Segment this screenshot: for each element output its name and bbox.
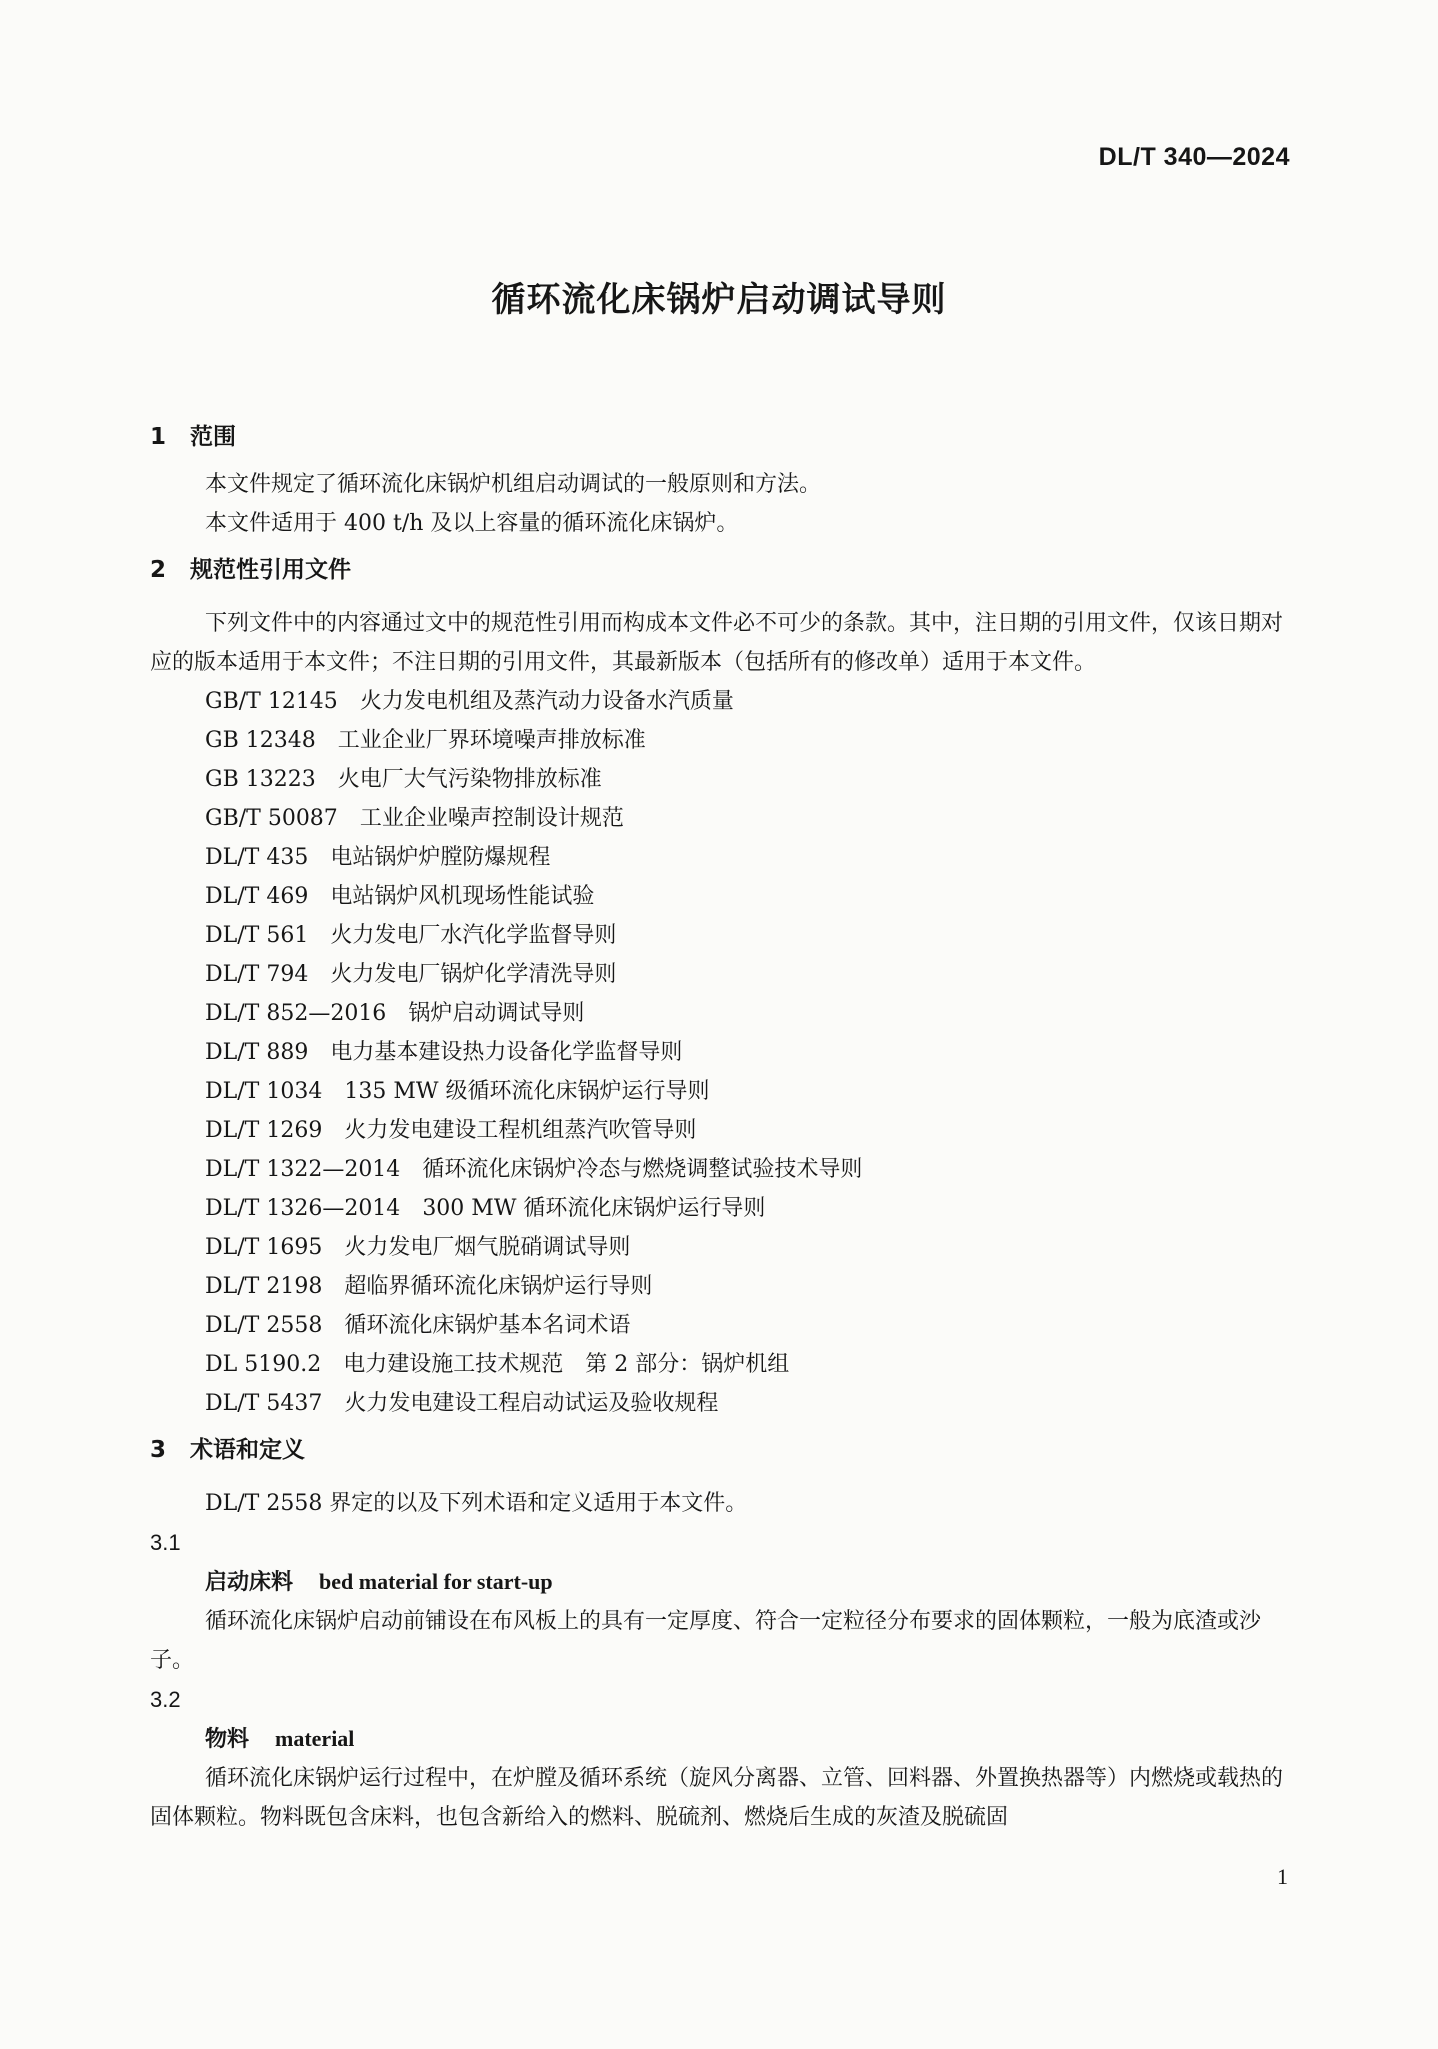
reference-list xyxy=(150,682,1300,1423)
document-body xyxy=(150,418,1300,1837)
reference-item: DL/T 5437 火力发电建设工程启动试运及验收规程 xyxy=(205,1391,719,1416)
term-definition: 循环流化床锅炉启动前铺设在布风板上的具有一定厚度、符合一定粒径分布要求的固体颗粒，一般为底渣或沙子。 xyxy=(150,1609,1262,1673)
reference-item: DL/T 2198 超临界循环流化床锅炉运行导则 xyxy=(205,1274,653,1299)
section-heading-terms: 3 术语和定义 xyxy=(150,1437,305,1463)
reference-item: DL/T 469 电站锅炉风机现场性能试验 xyxy=(205,884,595,909)
reference-item: DL/T 1269 火力发电建设工程机组蒸汽吹管导则 xyxy=(205,1118,697,1143)
term-number: 3.1 xyxy=(150,1530,181,1555)
paragraph: 下列文件中的内容通过文中的规范性引用而构成本文件必不可少的条款。其中，注日期的引用文件，仅该日期对应的版本适用于本文件；不注日期的引用文件，其最新版本（包括所有的修改单）适用于本文件。 xyxy=(150,611,1284,675)
reference-item: DL/T 435 电站锅炉炉膛防爆规程 xyxy=(205,845,551,870)
section-heading-normative-references: 2 规范性引用文件 xyxy=(150,557,351,583)
reference-item: DL/T 1034 135 MW 级循环流化床锅炉运行导则 xyxy=(205,1079,710,1104)
reference-item: DL/T 794 火力发电厂锅炉化学清洗导则 xyxy=(205,962,617,987)
reference-item: GB/T 50087 工业企业噪声控制设计规范 xyxy=(205,806,624,831)
reference-item: DL/T 1326—2014 300 MW 循环流化床锅炉运行导则 xyxy=(205,1196,766,1221)
reference-item: GB 12348 工业企业厂界环境噪声排放标准 xyxy=(205,728,646,753)
reference-item: DL/T 1695 火力发电厂烟气脱硝调试导则 xyxy=(205,1235,631,1260)
paragraph: DL/T 2558 界定的以及下列术语和定义适用于本文件。 xyxy=(205,1491,748,1516)
document-title: 循环流化床锅炉启动调试导则 xyxy=(491,280,947,320)
reference-item: DL 5190.2 电力建设施工技术规范 第 2 部分：锅炉机组 xyxy=(205,1352,790,1377)
term-number: 3.2 xyxy=(150,1687,181,1712)
section-heading-scope: 1 范围 xyxy=(150,424,236,450)
standard-code: DL/T 340—2024 xyxy=(1098,143,1290,171)
paragraph: 本文件规定了循环流化床锅炉机组启动调试的一般原则和方法。 xyxy=(205,472,822,497)
reference-item: DL/T 852—2016 锅炉启动调试导则 xyxy=(205,1001,585,1026)
reference-item: DL/T 1322—2014 循环流化床锅炉冷态与燃烧调整试验技术导则 xyxy=(205,1157,863,1182)
reference-item: DL/T 889 电力基本建设热力设备化学监督导则 xyxy=(205,1040,683,1065)
term-heading: 启动床料 bed material for start-up xyxy=(205,1569,553,1595)
term-definition: 循环流化床锅炉运行过程中，在炉膛及循环系统（旋风分离器、立管、回料器、外置换热器等）内燃烧或载热的固体颗粒。物料既包含床料，也包含新给入的燃料、脱硫剂、燃烧后生成的灰渣及脱硫固 xyxy=(150,1766,1284,1830)
page-number: 1 xyxy=(1277,1864,1288,1889)
reference-item: GB 13223 火电厂大气污染物排放标准 xyxy=(205,767,602,792)
term-heading: 物料 material xyxy=(205,1726,355,1752)
reference-item: DL/T 561 火力发电厂水汽化学监督导则 xyxy=(205,923,617,948)
paragraph: 本文件适用于 400 t/h 及以上容量的循环流化床锅炉。 xyxy=(205,511,739,536)
reference-item: DL/T 2558 循环流化床锅炉基本名词术语 xyxy=(205,1313,631,1338)
reference-item: GB/T 12145 火力发电机组及蒸汽动力设备水汽质量 xyxy=(205,689,734,714)
